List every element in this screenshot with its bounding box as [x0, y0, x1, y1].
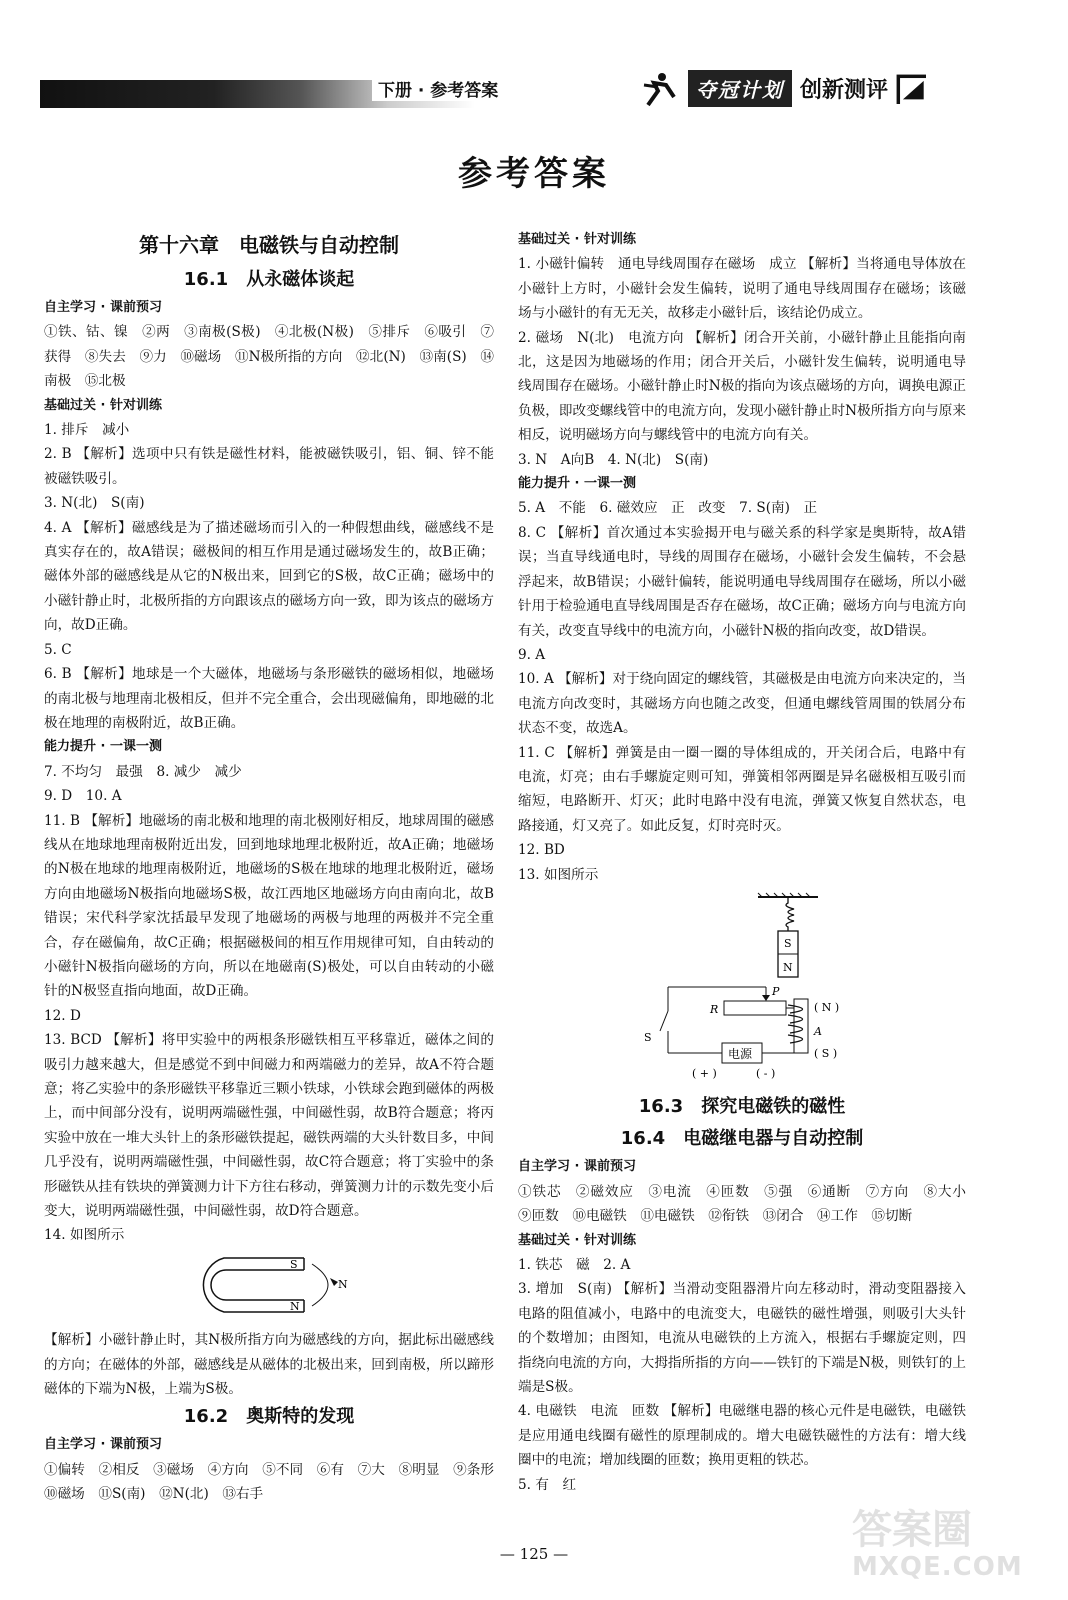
section-heading-16-2: 16.2 奥斯特的发现: [183, 1406, 355, 1428]
answer-text: 13. 如图所示: [518, 866, 599, 883]
slider-p-label: P: [772, 984, 780, 998]
section-heading-16-1: 16.1 从永磁体谈起: [183, 269, 355, 290]
subheading: 能力提升 · 一课一测: [518, 476, 636, 492]
electromagnet-circuit-figure: [638, 891, 868, 1081]
subheading: 自主学习 · 课前预习: [44, 1437, 162, 1453]
left-column: [44, 228, 508, 1507]
answer-text: 11. B 【解析】地磁场的南北极和地理的南北极刚好相反，地球周围的磁感线从在地球地理南极附近出发，回到地球地理北极附近，故A正确；地磁场的N极在地球的地理南极附近，地磁场的S极在地球的地理北极附近，磁场方向由地磁场N极指向地磁场S极，故江西地区地磁场方向由南向北，故B错误；宋代科学家沈括最早发现了地磁场的两极与地理的两极并不完全重合，存在磁偏角，故C正确；根据磁极间的相互作用规律可知，自由转动的小磁针N极指向磁场的方向，所以在地磁南(S)极处，可以自由转动的小磁针的N极竖直指向地面，故D正确。: [44, 812, 494, 1000]
answer-text: 9. A: [518, 646, 546, 663]
answer-text: 5. A 不能 6. 磁效应 正 改变 7. S(南) 正: [518, 500, 818, 517]
subheading: 能力提升 · 一课一测: [44, 739, 162, 755]
subheading: 自主学习 · 课前预习: [44, 300, 162, 315]
section-heading-16-3: 16.3 探究电磁铁的磁性: [638, 1096, 846, 1118]
answer-text: ①铁、钴、镍 ②两 ③南极(S极) ④北极(N极) ⑤排斥 ⑥吸引 ⑦获得 ⑧失去 ⑨力 ⑩磁场 ⑪N极所指的方向 ⑫北(N) ⑬南(S) ⑭南极 ⑮北极: [44, 324, 494, 390]
compass-needle-n: N: [338, 1277, 348, 1291]
check-mark-icon: [896, 74, 926, 104]
answer-text: 6. B 【解析】地球是一个大磁体，地磁场与条形磁铁的磁场相似，地磁场的南北极与地理南北极相反，但并不完全重合，会出现磁偏角，即地磁的北极在地理的南极附近，故B正确。: [44, 666, 494, 731]
answer-text: 8. C 【解析】首次通过本实验揭开电与磁关系的科学家是奥斯特，故A错误；当直导线通电时，导线的周围存在磁场，小磁针会发生偏转，不会悬浮起来，故B错误；小磁针偏转，能说明通电导线周围存在磁场，所以小磁针用于检验通电直导线周围是否存在磁场，故C正确；磁场方向与电流方向有关，改变直导线中的电流方向，小磁针N极的指向改变，故D错误。: [518, 524, 966, 639]
answer-text: ①铁芯 ②磁效应 ③电流 ④匝数 ⑤强 ⑥通断 ⑦方向 ⑧大小 ⑨匝数 ⑩电磁铁 ⑪电磁铁 ⑫衔铁 ⑬闭合 ⑭工作 ⑮切断: [518, 1183, 980, 1225]
answer-text: 【解析】小磁针静止时，其N极所指方向为磁感线的方向，据此标出磁感线的方向；在磁体的外部，磁感线是从磁体的北极出来，回到南极，所以蹄形磁体的下端为N极，上端为S极。: [44, 1332, 494, 1398]
coil-a-label: A: [814, 1024, 822, 1038]
page-number: — 125 —: [499, 1545, 569, 1563]
answer-text: 7. 不均匀 最强 8. 减少 减少: [44, 763, 242, 780]
right-column: [518, 228, 980, 1497]
hanging-magnet-s: S: [784, 936, 792, 950]
subheading: 基础过关 · 针对训练: [518, 232, 636, 247]
header-decoration-bar: [40, 80, 620, 108]
horseshoe-magnet-figure: [184, 1254, 374, 1316]
answer-text: 5. C: [44, 641, 72, 658]
answer-text: 9. D 10. A: [44, 788, 122, 805]
watermark-logo: [852, 1508, 1042, 1588]
answer-text: 5. 有 红: [518, 1476, 577, 1493]
rheostat-r-label: R: [710, 1002, 719, 1016]
subheading: 基础过关 · 针对训练: [44, 397, 162, 413]
answer-text: 12. D: [44, 1007, 81, 1024]
answer-text: 14. 如图所示: [44, 1227, 125, 1244]
answer-text: 1. 小磁针偏转 通电导线周围存在磁场 成立 【解析】当将通电导体放在小磁针上方时，小磁针会发生偏转，说明了通电导线周围存在磁场；该磁场与小磁针的有无无关，故移走小磁针后，该结论仍成立。: [518, 256, 966, 322]
brand-subtitle: 创新测评: [800, 78, 889, 103]
answer-text: 3. 增加 S(南) 【解析】当滑动变阻器滑片向左移动时，滑动变阻器接入电路的阻值减小，电路中的电流变大，电磁铁的磁性增强，则吸引大头针的个数增加；由图知，电流从电磁铁的上方流入，根据右手螺旋定则，四指绕向电流的方向，大拇指所指的方向——铁钉的下端是N极，则铁钉的上端是S极。: [518, 1281, 966, 1396]
brand-block: [640, 70, 926, 107]
watermark-text: 答案圈: [852, 1507, 972, 1553]
plus-terminal: ( + ): [692, 1066, 717, 1080]
coil-pole-n: ( N ): [814, 1000, 840, 1014]
answer-text: 12. BD: [518, 842, 565, 859]
answer-text: 4. A 【解析】磁感线是为了描述磁场而引入的一种假想曲线，磁感线不是真实存在的，故A错误；磁极间的相互作用是通过磁场发生的，故B正确；磁体外部的磁感线是从它的N极出来，回到它的S极，故C正确；磁场中的小磁针静止时，北极所指的方向跟该点的磁场方向一致，即为该点的磁场方向，故D正确。: [44, 519, 494, 634]
hanging-magnet-n: N: [783, 960, 793, 974]
answer-text: 2. 磁场 N(北) 电流方向 【解析】闭合开关前，小磁针静止且能指向南北，这是因为地磁场的作用；闭合开关后，小磁针发生偏转，说明通电导线周围存在磁场。小磁针静止时N极的指向为该点磁场的方向，调换电源正负极，即改变螺线管中的电流方向，发现小磁针静止时N极所指方向与原来相反，说明磁场方向与螺线管中的电流方向有关。: [518, 329, 966, 444]
page-title: 参考答案: [458, 154, 610, 194]
watermark-url: MXQE.COM: [852, 1552, 1023, 1582]
answer-text: 13. BCD 【解析】将甲实验中的两根条形磁铁相互平移靠近，磁体之间的吸引力越来越大，但是感觉不到中间磁力和两端磁力的差异，故A不符合题意；将乙实验中的条形磁铁平移靠近三颗小铁球，小铁球会跑到磁体的两极上，而中间部分没有，说明两端磁性强，中间磁性弱，故B符合题意；将丙实验中放在一堆大头针上的条形磁铁提起，磁铁两端的大头针数目多，中间几乎没有，说明两端磁性强，中间磁性弱，故C符合题意；将丁实验中的条形磁铁从挂有铁块的弹簧测力计下方往右移动，弹簧测力计的示数先变小后变大，说明两端磁性强，中间磁性弱，故D符合题意。: [44, 1032, 494, 1220]
answer-text: 1. 排斥 减小: [44, 422, 130, 439]
switch-s-label: S: [644, 1030, 652, 1044]
section-heading-16-4: 16.4 电磁继电器与自动控制: [620, 1128, 864, 1150]
chapter-heading: 第十六章 电磁铁与自动控制: [139, 233, 399, 257]
minus-terminal: ( - ): [756, 1066, 776, 1080]
subheading: 基础过关 · 针对训练: [518, 1232, 636, 1248]
runner-logo-icon: [640, 71, 680, 107]
magnet-pole-s: S: [290, 1257, 298, 1271]
brand-name: 夺冠计划: [688, 70, 792, 107]
header-section-label: 下册 · 参考答案: [372, 76, 504, 101]
answer-text: 2. B 【解析】选项中只有铁是磁性材料，能被磁铁吸引，铝、铜、锌不能被磁铁吸引。: [44, 446, 494, 487]
subheading: 自主学习 · 课前预习: [518, 1159, 636, 1175]
magnet-pole-n: N: [290, 1299, 300, 1313]
answer-text: 3. N(北) S(南): [44, 495, 145, 512]
answer-text: 4. 电磁铁 电流 匝数 【解析】电磁继电器的核心元件是电磁铁，电磁铁是应用通电线圈有磁性的原理制成的。增大电磁铁磁性的方法有：增大线圈中的电流；增加线圈的匝数；换用更粗的铁芯。: [518, 1403, 966, 1469]
power-source-label: 电源: [728, 1046, 753, 1061]
answer-text: 11. C 【解析】弹簧是由一圈一圈的导体组成的，开关闭合后，电路中有电流，灯亮；由右手螺旋定则可知，弹簧相邻两圈是异名磁极相互吸引而缩短，电路断开、灯灭；此时电路中没有电流，弹簧又恢复自然状态，电路接通，灯又亮了。如此反复，灯时亮时灭。: [518, 744, 966, 834]
answer-text: 3. N A向B 4. N(北) S(南): [518, 451, 709, 468]
coil-pole-s: ( S ): [814, 1046, 838, 1060]
answer-text: 10. A 【解析】对于绕向固定的螺线管，其磁极是由电流方向来决定的，当电流方向改变时，其磁场方向也随之改变，但通电螺线管周围的铁屑分布状态不变，故选A。: [518, 671, 966, 737]
answer-text: 1. 铁芯 磁 2. A: [518, 1257, 631, 1273]
answer-text: ①偏转 ②相反 ③磁场 ④方向 ⑤不同 ⑥有 ⑦大 ⑧明显 ⑨条形 ⑩磁场 ⑪S(南) ⑫N(北) ⑬右手: [44, 1461, 508, 1503]
